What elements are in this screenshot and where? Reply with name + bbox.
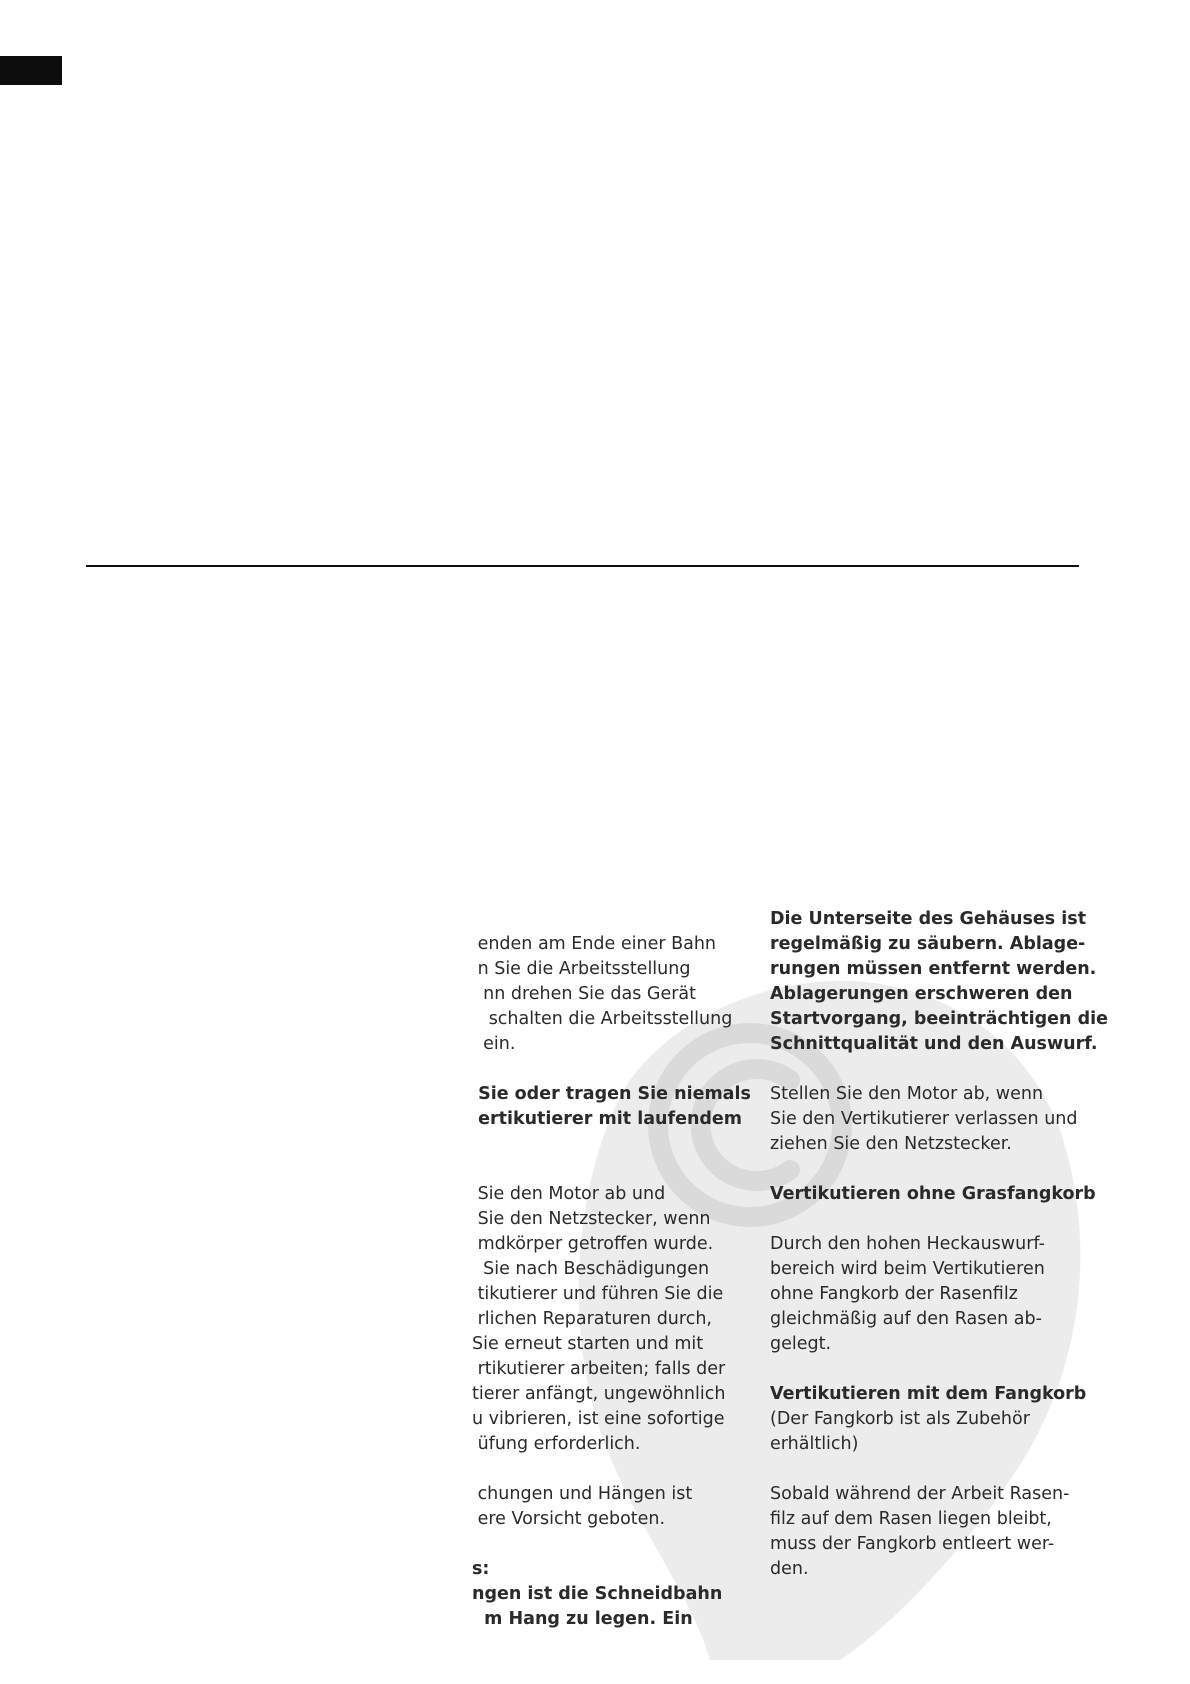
right-column-line: ohne Fangkorb der Rasenfilz — [770, 1284, 1018, 1304]
left-column-line: n Sie die Arbeitsstellung — [472, 959, 691, 979]
left-column-line: Sie erneut starten und mit — [472, 1334, 704, 1354]
text-column-left — [472, 932, 762, 1632]
right-column-line — [770, 1457, 1090, 1482]
right-column-line: erhältlich) — [770, 1434, 859, 1454]
right-column-line: bereich wird beim Vertikutieren — [770, 1259, 1045, 1279]
left-column-line: Sie oder tragen Sie niemals — [472, 1084, 751, 1104]
left-column-line: ein. — [472, 1034, 516, 1054]
left-column-line: tierer anfängt, ungewöhnlich — [472, 1384, 726, 1404]
left-column-line: m Hang zu legen. Ein — [472, 1609, 693, 1629]
left-column-line: üfung erforderlich. — [472, 1434, 641, 1454]
left-column-line: rtikutierer arbeiten; falls der — [472, 1359, 726, 1379]
left-column-line: nn drehen Sie das Gerät — [472, 984, 696, 1004]
text-column-right — [770, 907, 1108, 1582]
right-column-line: gleichmäßig auf den Rasen ab- — [770, 1309, 1042, 1329]
right-column-line — [770, 1357, 1090, 1382]
left-column-line — [472, 1057, 762, 1082]
left-column-line: schalten die Arbeitsstellung — [472, 1009, 733, 1029]
right-column-line: (Der Fangkorb ist als Zubehör — [770, 1409, 1030, 1429]
left-column-line: chungen und Hängen ist — [472, 1484, 693, 1504]
right-column-line: gelegt. — [770, 1334, 832, 1354]
right-column-line: Stellen Sie den Motor ab, wenn — [770, 1084, 1044, 1104]
right-column-line: Schnittqualität und den Auswurf. — [770, 1034, 1098, 1054]
right-column-line: Startvorgang, beeinträchtigen die — [770, 1009, 1108, 1029]
left-column-line: mdkörper getroffen wurde. — [472, 1234, 714, 1254]
right-column-line: filz auf dem Rasen liegen bleibt, — [770, 1509, 1052, 1529]
left-column-line: tikutierer und führen Sie die — [472, 1284, 724, 1304]
right-column-line: Vertikutieren mit dem Fangkorb — [770, 1384, 1087, 1404]
left-column-line — [472, 1157, 762, 1182]
left-column-line: enden am Ende einer Bahn — [472, 934, 717, 954]
right-column-line: Sobald während der Arbeit Rasen- — [770, 1484, 1070, 1504]
right-column-line: Sie den Vertikutierer verlassen und — [770, 1109, 1078, 1129]
right-column-line — [770, 1057, 1090, 1082]
left-column-line: u vibrieren, ist eine sofortige — [472, 1409, 725, 1429]
left-column-line — [472, 1457, 762, 1482]
left-column-line: Sie den Netzstecker, wenn — [472, 1209, 711, 1229]
corner-tab-marker — [0, 56, 62, 85]
right-column-line: Die Unterseite des Gehäuses ist — [770, 909, 1087, 929]
right-column-line: muss der Fangkorb entleert wer- — [770, 1534, 1055, 1554]
right-column-line — [770, 1207, 1090, 1232]
left-column-line — [472, 1132, 762, 1157]
right-column-line: Vertikutieren ohne Grasfangkorb — [770, 1184, 1096, 1204]
right-column-line — [770, 1157, 1090, 1182]
right-column-line: den. — [770, 1559, 809, 1579]
right-column-line: regelmäßig zu säubern. Ablage- — [770, 934, 1086, 954]
left-column-line: ertikutierer mit laufendem — [472, 1109, 743, 1129]
left-column-line: Sie den Motor ab und — [472, 1184, 666, 1204]
left-column-line: Sie nach Beschädigungen — [472, 1259, 710, 1279]
left-column-line: ere Vorsicht geboten. — [472, 1509, 666, 1529]
horizontal-rule — [86, 565, 1079, 567]
right-column-line: Ablagerungen erschweren den — [770, 984, 1073, 1004]
right-column-line: Durch den hohen Heckauswurf- — [770, 1234, 1045, 1254]
left-column-line: ngen ist die Schneidbahn — [472, 1584, 723, 1604]
left-column-line — [472, 1532, 762, 1557]
right-column-line: rungen müssen entfernt werden. — [770, 959, 1097, 979]
left-column-line: s: — [472, 1559, 490, 1579]
left-column-line: rlichen Reparaturen durch, — [472, 1309, 712, 1329]
right-column-line: ziehen Sie den Netzstecker. — [770, 1134, 1012, 1154]
